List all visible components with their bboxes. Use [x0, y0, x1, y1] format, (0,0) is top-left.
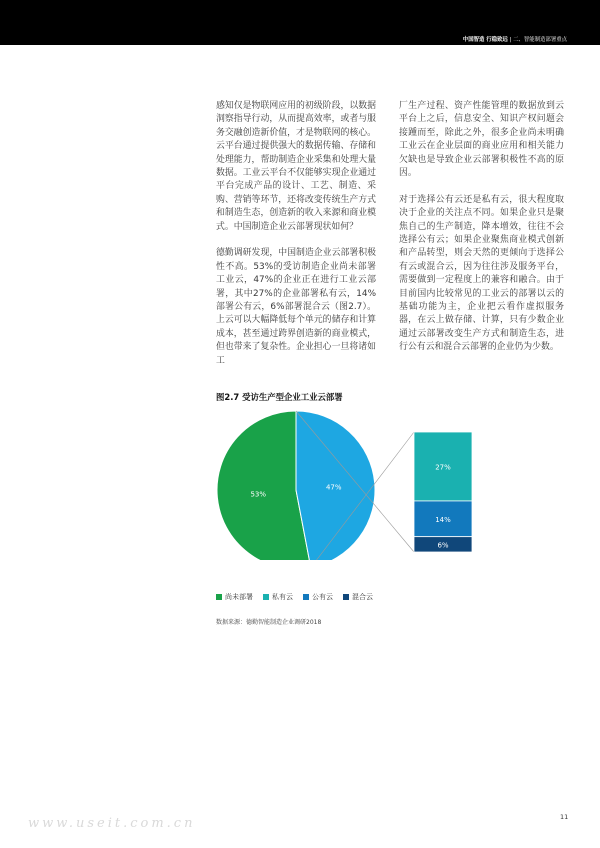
- pie-label-2: 47%: [325, 483, 342, 492]
- legend-swatch: [263, 594, 269, 600]
- right-paragraph-1: 厂生产过程、资产性能管理的数据放到云平台上之后，信息安全、知识产权问题会接踵而至，除此之外，很多企业尚未明确工业云在企业层面的商业应用和相关能力欠缺也是导致企业云部署积极性不高的原因。: [399, 101, 564, 179]
- watermark: www.useit.com.cn: [28, 816, 196, 831]
- header-separator: |: [509, 37, 512, 43]
- chart-legend: [216, 592, 373, 602]
- legend-label: 混合云: [352, 593, 373, 601]
- legend-item-4: [343, 592, 373, 602]
- left-paragraph-1: 感知仅是物联网应用的初级阶段，以数据洞察指导行动，从而提高效率，或者与服务交融创造新价值，才是物联网的核心。云平台通过提供强大的数据传输、存储和处理能力，帮助制造企业采集和处理大量数据。工业云平台不仅能够实现企业通过平台完成产品的设计、工艺、制造、采购、营销等环节，还将改变传统生产方式和制造生态，创造新的收入来源和商业模式。中国制造企业云部署现状如何？: [216, 101, 376, 232]
- legend-label: 公有云: [312, 593, 333, 601]
- header-section: 二、智能制造部署重点: [513, 37, 567, 43]
- right-column: [399, 100, 564, 368]
- breakdown-label-1: 27%: [435, 463, 451, 472]
- legend-swatch: [216, 594, 222, 600]
- legend-item-1: [216, 592, 253, 602]
- right-paragraph-2: 对于选择公有云还是私有云，很大程度取决于企业的关注点不同。如果企业只是聚焦自己的生产制造，降本增效，往往不会选择公有云；如果企业聚焦商业模式创新和产品转型，则会天然的更倾向于选择公有云或混合云，因为往往涉及服务平台，需要做到一定程度上的兼容和融合。由于目前国内比较常见的工业云的部署以云的基础功能为主，企业把云看作虚拟服务器，在云上做存储、计算，只有少数企业通过云部署改变生产方式和制造生态，进行公有云和混合云部署的企业仍为少数。: [399, 194, 564, 353]
- figure-title: 图2.7 受访生产型企业工业云部署: [216, 392, 343, 402]
- legend-label: 私有云: [272, 593, 293, 601]
- data-source: 数据来源：德勤智能制造企业调研2018: [216, 619, 322, 626]
- breakdown-label-2: 14%: [435, 515, 451, 524]
- left-column: [216, 100, 376, 382]
- pie-label-1: 53%: [250, 490, 267, 499]
- header-title: 中国智造 行稳致远: [462, 37, 508, 43]
- legend-item-3: [303, 592, 333, 602]
- page-number: 11: [560, 813, 569, 821]
- legend-label: 尚未部署: [225, 593, 253, 601]
- breakdown-label-3: 6%: [437, 541, 449, 550]
- legend-swatch: [303, 594, 309, 600]
- cloud-deployment-chart: [214, 410, 484, 560]
- left-paragraph-2: 德勤调研发现，中国制造企业云部署积极性不高。53%的受访制造企业尚未部署工业云，47%的企业正在进行工业云部署，其中27%的企业部署私有云，14%部署公有云，6%部署混合云（图2.7）。上云可以大幅降低每个单元的储存和计算成本，甚至通过跨界创造新的商业模式，但也带来了复杂性。企业担心一旦将诸如工: [216, 248, 376, 366]
- running-header: [463, 35, 567, 43]
- legend-swatch: [343, 594, 349, 600]
- legend-item-2: [263, 592, 293, 602]
